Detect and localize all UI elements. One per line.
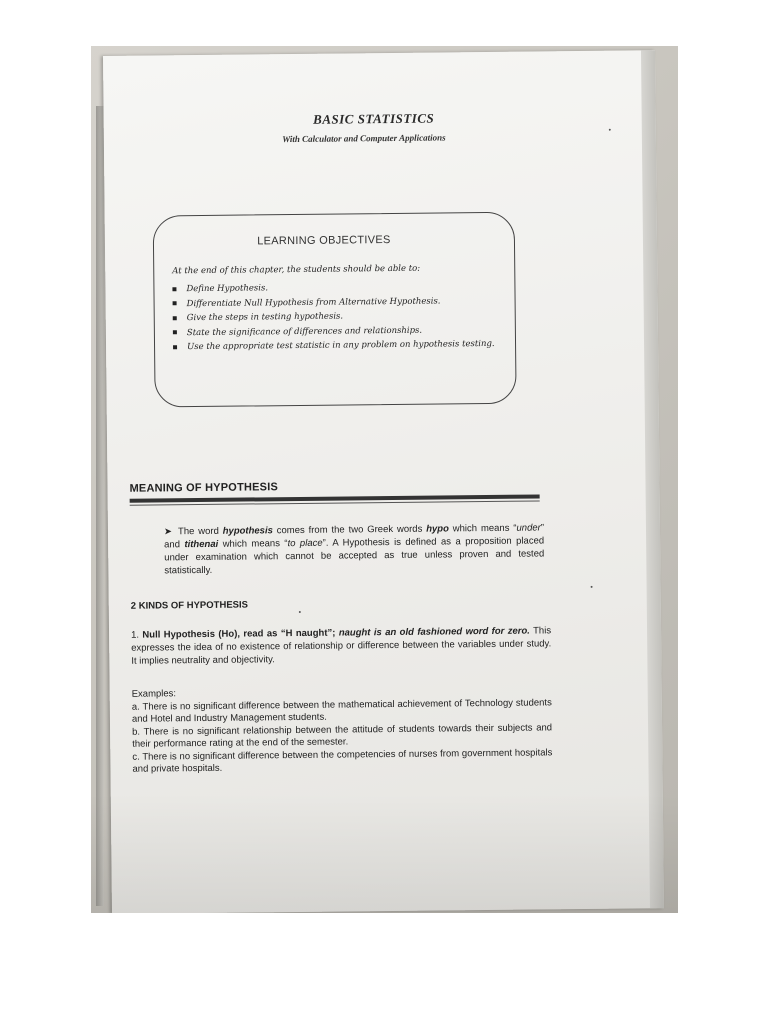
emphasis: hypothesis bbox=[222, 525, 273, 537]
photo-shade bbox=[91, 793, 678, 913]
text: The word bbox=[177, 525, 223, 538]
section-heading: MEANING OF HYPOTHESIS bbox=[129, 481, 279, 495]
emphasis: tithenai bbox=[184, 538, 219, 551]
null-hypothesis-term: Null Hypothesis (Ho), read as “H naught”; bbox=[142, 627, 336, 641]
item-number: 1. bbox=[131, 629, 140, 641]
bullet-icon bbox=[173, 301, 177, 305]
arrow-bullet-icon: ➤ bbox=[163, 526, 173, 538]
bullet-icon bbox=[173, 330, 177, 334]
null-hypothesis-description: This expresses the idea of no existence of relationship or difference between the variables under study. It implies neutrality and objectivity. bbox=[131, 625, 552, 667]
learning-objectives-box bbox=[153, 212, 517, 408]
speck bbox=[591, 586, 593, 588]
example-item: b. There is no significant relationship between the attitude of students towards their subjects and their performance rating at the end of the semester. bbox=[132, 721, 553, 750]
page-stack-edge bbox=[641, 50, 664, 908]
example-item: a. There is no significant difference between the mathematical achievement of Technology students and Hotel and Industry Management students. bbox=[131, 696, 552, 725]
speck bbox=[299, 611, 301, 613]
bullet-icon bbox=[173, 345, 177, 349]
objective-text: Give the steps in testing hypothesis. bbox=[186, 311, 344, 324]
emphasis: to place bbox=[287, 537, 323, 550]
objective-text: Differentiate Null Hypothesis from Alternative Hypothesis. bbox=[186, 295, 441, 309]
null-hypothesis-paragraph bbox=[131, 624, 551, 667]
book-subtitle: With Calculator and Computer Applications bbox=[282, 132, 446, 145]
null-hypothesis-note: naught is an old fashioned word for zero. bbox=[338, 625, 530, 639]
objective-text: State the significance of differences and relationships. bbox=[186, 325, 423, 338]
bullet-icon bbox=[173, 316, 177, 320]
examples-label: Examples: bbox=[131, 688, 177, 700]
examples-block bbox=[132, 684, 553, 776]
bullet-icon bbox=[172, 287, 176, 291]
paper-specks bbox=[103, 50, 655, 56]
text: ” and bbox=[164, 522, 545, 551]
emphasis: hypo bbox=[426, 523, 449, 535]
text: ”. A Hypothesis is defined as a proposition placed under examination which cannot be accepted as true unless proven and tested statistically. bbox=[164, 535, 545, 577]
book-title: BASIC STATISTICS bbox=[313, 110, 435, 127]
example-item: c. There is no significant difference between the competencies of nurses from government hospitals and private hospitals. bbox=[132, 746, 553, 775]
hypothesis-definition-paragraph bbox=[164, 521, 545, 577]
text: which means “ bbox=[218, 538, 288, 550]
learning-objectives-intro: At the end of this chapter, the students should be able to: bbox=[172, 263, 421, 277]
emphasis: under bbox=[516, 522, 541, 534]
text: comes from the two Greek words bbox=[272, 523, 427, 537]
objective-item bbox=[173, 337, 513, 355]
photo-of-page bbox=[91, 46, 678, 913]
speck bbox=[609, 129, 611, 131]
learning-objectives-title: LEARNING OBJECTIVES bbox=[257, 233, 391, 248]
textbook-page bbox=[103, 50, 664, 913]
kinds-heading: 2 KINDS OF HYPOTHESIS bbox=[130, 599, 249, 612]
text: which means “ bbox=[448, 522, 517, 535]
learning-objectives-list bbox=[172, 279, 513, 355]
objective-text: Use the appropriate test statistic in any problem on hypothesis testing. bbox=[187, 338, 495, 353]
objective-text: Define Hypothesis. bbox=[186, 283, 269, 295]
page-edge bbox=[96, 106, 104, 906]
